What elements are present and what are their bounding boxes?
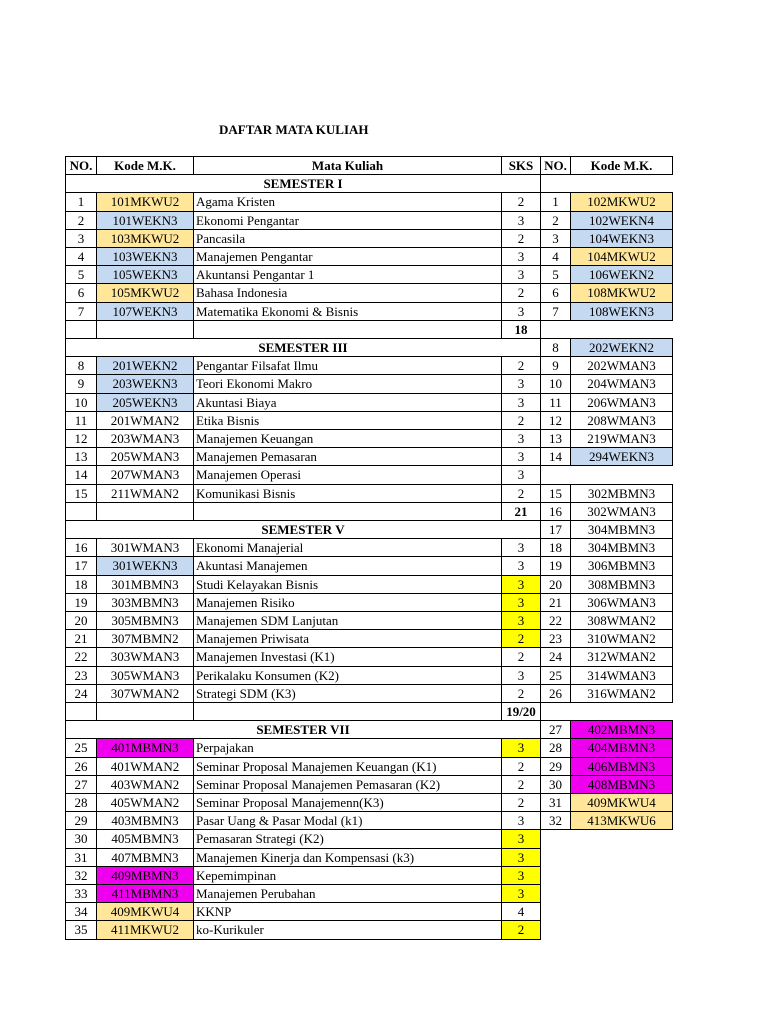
- right-course-code: 402MBMN3: [570, 720, 673, 739]
- right-row-no: 10: [540, 374, 571, 393]
- right-row-no: 26: [540, 684, 571, 703]
- course-name: Strategi SDM (K3): [193, 684, 502, 703]
- row-no: 12: [65, 429, 97, 448]
- total-empty-mk: [193, 702, 502, 721]
- course-code: 401WMAN2: [96, 757, 194, 776]
- course-sks: 2: [501, 775, 541, 794]
- course-name: Agama Kristen: [193, 192, 502, 211]
- right-row-no: 25: [540, 666, 571, 685]
- course-sks: 3: [501, 247, 541, 266]
- right-course-code: 208WMAN3: [570, 411, 673, 430]
- course-name: Manajemen Kinerja dan Kompensasi (k3): [193, 848, 502, 867]
- row-no: 35: [65, 920, 97, 939]
- row-no: 16: [65, 538, 97, 557]
- course-name: Seminar Proposal Manajemen Keuangan (K1): [193, 757, 502, 776]
- course-sks: 3: [501, 666, 541, 685]
- row-no: 33: [65, 884, 97, 903]
- course-code: 305MBMN3: [96, 611, 194, 630]
- right-empty-row: [540, 702, 673, 721]
- course-name: Akuntansi Pengantar 1: [193, 265, 502, 284]
- course-code: 105WEKN3: [96, 265, 194, 284]
- total-empty-kode: [96, 320, 194, 339]
- right-course-code: 308WMAN2: [570, 611, 673, 630]
- course-name: Manajemen Investasi (K1): [193, 647, 502, 666]
- course-name: Manajemen Keuangan: [193, 429, 502, 448]
- course-code: 201WMAN2: [96, 411, 194, 430]
- right-row-no: 28: [540, 738, 571, 757]
- row-no: 34: [65, 902, 97, 921]
- course-code: 407MBMN3: [96, 848, 194, 867]
- right-course-code: 408MBMN3: [570, 775, 673, 794]
- right-row-no: 29: [540, 757, 571, 776]
- row-no: 19: [65, 593, 97, 612]
- course-name: Pengantar Filsafat Ilmu: [193, 356, 502, 375]
- right-course-code: 304MBMN3: [570, 520, 673, 539]
- course-code: 301WMAN3: [96, 538, 194, 557]
- row-no: 8: [65, 356, 97, 375]
- row-no: 2: [65, 211, 97, 230]
- right-row-no: 5: [540, 265, 571, 284]
- course-name: Manajemen Perubahan: [193, 884, 502, 903]
- right-row-no: 20: [540, 575, 571, 594]
- right-course-code: 413MKWU6: [570, 811, 673, 830]
- course-sks: 2: [501, 356, 541, 375]
- right-row-no: 9: [540, 356, 571, 375]
- course-sks: 3: [501, 447, 541, 466]
- row-no: 6: [65, 283, 97, 302]
- row-no: 32: [65, 866, 97, 885]
- right-empty-row: [540, 320, 673, 339]
- right-course-code: 404MBMN3: [570, 738, 673, 757]
- row-no: 1: [65, 192, 97, 211]
- course-code: 103MKWU2: [96, 229, 194, 248]
- row-no: 29: [65, 811, 97, 830]
- right-header-kode: Kode M.K.: [570, 156, 673, 175]
- row-no: 21: [65, 629, 97, 648]
- header-no: NO.: [65, 156, 97, 175]
- total-empty-mk: [193, 320, 502, 339]
- course-sks: 2: [501, 484, 541, 503]
- course-name: Pasar Uang & Pasar Modal (k1): [193, 811, 502, 830]
- right-row-no: 1: [540, 192, 571, 211]
- course-code: 301MBMN3: [96, 575, 194, 594]
- course-sks: 2: [501, 757, 541, 776]
- right-row-no: 24: [540, 647, 571, 666]
- course-code: 411MKWU2: [96, 920, 194, 939]
- course-sks: 3: [501, 866, 541, 885]
- course-code: 403MBMN3: [96, 811, 194, 830]
- course-name: ko-Kurikuler: [193, 920, 502, 939]
- right-course-code: 204WMAN3: [570, 374, 673, 393]
- total-empty-no: [65, 702, 97, 721]
- course-code: 305WMAN3: [96, 666, 194, 685]
- course-code: 303WMAN3: [96, 647, 194, 666]
- right-empty-row: [540, 465, 673, 484]
- course-sks: 3: [501, 738, 541, 757]
- right-row-no: 21: [540, 593, 571, 612]
- right-course-code: 304MBMN3: [570, 538, 673, 557]
- page-title: DAFTAR MATA KULIAH: [219, 122, 369, 137]
- right-course-code: 102WEKN4: [570, 211, 673, 230]
- right-row-no: 19: [540, 556, 571, 575]
- row-no: 22: [65, 647, 97, 666]
- semester-heading: SEMESTER III: [65, 338, 541, 357]
- right-row-no: 27: [540, 720, 571, 739]
- course-sks: 2: [501, 920, 541, 939]
- course-code: 409MKWU4: [96, 902, 194, 921]
- row-no: 10: [65, 393, 97, 412]
- right-row-no: 3: [540, 229, 571, 248]
- row-no: 24: [65, 684, 97, 703]
- right-row-no: 8: [540, 338, 571, 357]
- course-code: 205WMAN3: [96, 447, 194, 466]
- course-code: 101MKWU2: [96, 192, 194, 211]
- course-name: Perikalaku Konsumen (K2): [193, 666, 502, 685]
- course-name: Manajemen Pemasaran: [193, 447, 502, 466]
- course-code: 303MBMN3: [96, 593, 194, 612]
- course-name: Ekonomi Pengantar: [193, 211, 502, 230]
- course-sks: 2: [501, 647, 541, 666]
- course-name: Etika Bisnis: [193, 411, 502, 430]
- course-sks: 3: [501, 593, 541, 612]
- right-course-code: 108WEKN3: [570, 302, 673, 321]
- course-name: Akuntasi Manajemen: [193, 556, 502, 575]
- course-code: 301WEKN3: [96, 556, 194, 575]
- course-sks: 3: [501, 848, 541, 867]
- course-code: 411MBMN3: [96, 884, 194, 903]
- right-course-code: 306MBMN3: [570, 556, 673, 575]
- right-row-no: 31: [540, 793, 571, 812]
- right-course-code: 312WMAN2: [570, 647, 673, 666]
- course-sks: 3: [501, 429, 541, 448]
- right-course-code: 108MKWU2: [570, 283, 673, 302]
- right-course-code: 104WEKN3: [570, 229, 673, 248]
- course-name: Kepemimpinan: [193, 866, 502, 885]
- course-name: Teori Ekonomi Makro: [193, 374, 502, 393]
- total-empty-mk: [193, 502, 502, 521]
- row-no: 27: [65, 775, 97, 794]
- right-course-code: 316WMAN2: [570, 684, 673, 703]
- course-sks: 2: [501, 411, 541, 430]
- row-no: 13: [65, 447, 97, 466]
- right-row-no: 16: [540, 502, 571, 521]
- row-no: 26: [65, 757, 97, 776]
- right-course-code: 302MBMN3: [570, 484, 673, 503]
- right-row-no: 2: [540, 211, 571, 230]
- row-no: 20: [65, 611, 97, 630]
- right-header-no: NO.: [540, 156, 571, 175]
- right-empty-row: [540, 174, 673, 193]
- course-name: Akuntasi Biaya: [193, 393, 502, 412]
- right-course-code: 202WEKN2: [570, 338, 673, 357]
- course-name: Seminar Proposal Manajemenn(K3): [193, 793, 502, 812]
- course-code: 405WMAN2: [96, 793, 194, 812]
- row-no: 23: [65, 666, 97, 685]
- course-sks: 2: [501, 192, 541, 211]
- course-name: Ekonomi Manajerial: [193, 538, 502, 557]
- course-sks: 3: [501, 811, 541, 830]
- total-empty-kode: [96, 502, 194, 521]
- course-sks: 3: [501, 211, 541, 230]
- right-course-code: 102MKWU2: [570, 192, 673, 211]
- row-no: 18: [65, 575, 97, 594]
- right-row-no: 15: [540, 484, 571, 503]
- course-name: Komunikasi Bisnis: [193, 484, 502, 503]
- sks-total: 18: [501, 320, 541, 339]
- course-sks: 3: [501, 393, 541, 412]
- semester-heading: SEMESTER V: [65, 520, 541, 539]
- course-sks: 3: [501, 829, 541, 848]
- course-name: KKNP: [193, 902, 502, 921]
- course-sks: 2: [501, 793, 541, 812]
- semester-heading: SEMESTER I: [65, 174, 541, 193]
- course-code: 103WEKN3: [96, 247, 194, 266]
- course-name: Manajemen SDM Lanjutan: [193, 611, 502, 630]
- right-row-no: 32: [540, 811, 571, 830]
- course-code: 409MBMN3: [96, 866, 194, 885]
- row-no: 28: [65, 793, 97, 812]
- right-course-code: 308MBMN3: [570, 575, 673, 594]
- course-code: 101WEKN3: [96, 211, 194, 230]
- course-name: Studi Kelayakan Bisnis: [193, 575, 502, 594]
- row-no: 30: [65, 829, 97, 848]
- course-name: Matematika Ekonomi & Bisnis: [193, 302, 502, 321]
- course-name: Manajemen Priwisata: [193, 629, 502, 648]
- right-row-no: 4: [540, 247, 571, 266]
- header-mata-kuliah: Mata Kuliah: [193, 156, 502, 175]
- right-row-no: 12: [540, 411, 571, 430]
- course-name: Bahasa Indonesia: [193, 283, 502, 302]
- header-kode: Kode M.K.: [96, 156, 194, 175]
- course-sks: 2: [501, 684, 541, 703]
- course-code: 201WEKN2: [96, 356, 194, 375]
- course-code: 203WEKN3: [96, 374, 194, 393]
- course-code: 405MBMN3: [96, 829, 194, 848]
- course-code: 307WMAN2: [96, 684, 194, 703]
- row-no: 5: [65, 265, 97, 284]
- right-course-code: 219WMAN3: [570, 429, 673, 448]
- sks-total: 19/20: [501, 702, 541, 721]
- right-course-code: 206WMAN3: [570, 393, 673, 412]
- course-name: Manajemen Risiko: [193, 593, 502, 612]
- course-sks: 2: [501, 629, 541, 648]
- course-sks: 2: [501, 283, 541, 302]
- right-course-code: 302WMAN3: [570, 502, 673, 521]
- course-sks: 3: [501, 374, 541, 393]
- row-no: 4: [65, 247, 97, 266]
- course-sks: 3: [501, 265, 541, 284]
- right-row-no: 18: [540, 538, 571, 557]
- right-row-no: 11: [540, 393, 571, 412]
- right-course-code: 202WMAN3: [570, 356, 673, 375]
- right-course-code: 106WEKN2: [570, 265, 673, 284]
- course-code: 203WMAN3: [96, 429, 194, 448]
- course-sks: 3: [501, 575, 541, 594]
- course-code: 403WMAN2: [96, 775, 194, 794]
- row-no: 31: [65, 848, 97, 867]
- right-row-no: 22: [540, 611, 571, 630]
- course-name: Pemasaran Strategi (K2): [193, 829, 502, 848]
- right-row-no: 6: [540, 283, 571, 302]
- right-row-no: 17: [540, 520, 571, 539]
- course-sks: 3: [501, 556, 541, 575]
- course-sks: 2: [501, 229, 541, 248]
- course-sks: 3: [501, 884, 541, 903]
- right-course-code: 409MKWU4: [570, 793, 673, 812]
- total-empty-kode: [96, 702, 194, 721]
- course-code: 211WMAN2: [96, 484, 194, 503]
- course-name: Perpajakan: [193, 738, 502, 757]
- row-no: 15: [65, 484, 97, 503]
- course-name: Manajemen Pengantar: [193, 247, 502, 266]
- right-course-code: 294WEKN3: [570, 447, 673, 466]
- course-code: 207WMAN3: [96, 465, 194, 484]
- course-sks: 3: [501, 611, 541, 630]
- course-code: 107WEKN3: [96, 302, 194, 321]
- course-sks: 3: [501, 538, 541, 557]
- course-sks: 3: [501, 465, 541, 484]
- right-row-no: 14: [540, 447, 571, 466]
- right-row-no: 23: [540, 629, 571, 648]
- sks-total: 21: [501, 502, 541, 521]
- right-course-code: 406MBMN3: [570, 757, 673, 776]
- row-no: 25: [65, 738, 97, 757]
- right-course-code: 306WMAN3: [570, 593, 673, 612]
- right-course-code: 314WMAN3: [570, 666, 673, 685]
- right-row-no: 30: [540, 775, 571, 794]
- course-name: Seminar Proposal Manajemen Pemasaran (K2): [193, 775, 502, 794]
- total-empty-no: [65, 320, 97, 339]
- course-name: Manajemen Operasi: [193, 465, 502, 484]
- row-no: 14: [65, 465, 97, 484]
- course-code: 105MKWU2: [96, 283, 194, 302]
- total-empty-no: [65, 502, 97, 521]
- course-code: 401MBMN3: [96, 738, 194, 757]
- course-name: Pancasila: [193, 229, 502, 248]
- course-code: 205WEKN3: [96, 393, 194, 412]
- right-course-code: 104MKWU2: [570, 247, 673, 266]
- right-row-no: 13: [540, 429, 571, 448]
- course-sks: 4: [501, 902, 541, 921]
- row-no: 11: [65, 411, 97, 430]
- course-code: 307MBMN2: [96, 629, 194, 648]
- row-no: 7: [65, 302, 97, 321]
- course-sks: 3: [501, 302, 541, 321]
- row-no: 3: [65, 229, 97, 248]
- semester-heading: SEMESTER VII: [65, 720, 541, 739]
- row-no: 9: [65, 374, 97, 393]
- row-no: 17: [65, 556, 97, 575]
- right-row-no: 7: [540, 302, 571, 321]
- right-course-code: 310WMAN2: [570, 629, 673, 648]
- header-sks: SKS: [501, 156, 541, 175]
